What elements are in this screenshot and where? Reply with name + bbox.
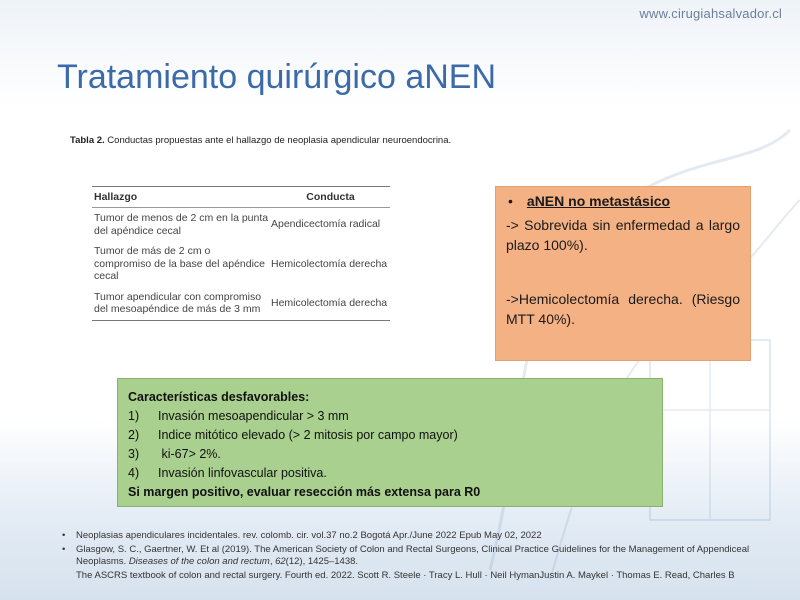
box-title: Características desfavorables: (128, 390, 310, 404)
journal-volume: 62 (275, 556, 286, 567)
table-cell: Tumor de más de 2 cm o compromiso de la base del apéndice cecal (94, 245, 266, 282)
reference-item (62, 544, 782, 568)
list-item (128, 407, 652, 426)
item-number: 3) (128, 447, 140, 461)
slide-title: Tratamiento quirúrgico aNEN (57, 58, 497, 96)
item-text: Invasión linfovascular positiva. (158, 466, 327, 480)
list-item (128, 464, 652, 483)
caption-text: Conductas propuestas ante el hallazgo de neoplasia apendicular neuroendocrina. (104, 135, 452, 146)
references (62, 530, 782, 582)
caption-label: Tabla 2. (70, 135, 105, 146)
reference-pages: (12), 1425–1438. (285, 556, 359, 567)
table-caption (70, 135, 490, 146)
non-metastatic-box (495, 186, 751, 361)
item-number: 4) (128, 466, 140, 480)
reference-text: Glasgow, S. C., Gaertner, W. Et al (2019). The American Society of Colon and Rectal Surgeons, Clinical Practice Guidelines for the Management of Appendiceal Neoplasms. (76, 544, 750, 567)
findings-table (92, 186, 390, 321)
item-number: 2) (128, 428, 140, 442)
item-text: Indice mitótico elevado (> 2 mitosis por campo mayor) (158, 428, 458, 442)
table-row (92, 241, 390, 287)
hemicolectomy-text: ->Hemicolectomía derecha. (Riesgo MTT 40%). (506, 291, 740, 327)
table-cell: Hemicolectomía derecha (271, 257, 388, 270)
reference-item: • Neoplasias apendiculares incidentales. rev. colomb. cir. vol.37 no.2 Bogotá Apr./June 2022 Epub May 02, 2022 (62, 530, 782, 542)
box-footer: Si margen positivo, evaluar resección más extensa para R0 (128, 485, 481, 499)
list-item (128, 426, 652, 445)
item-number: 1) (128, 409, 140, 423)
reference-separator: , (269, 556, 276, 567)
unfavorable-features-box (117, 378, 663, 507)
item-text: ki-67> 2%. (158, 447, 221, 461)
box-heading: • aNEN no metastásico (508, 193, 740, 209)
conduct-table (70, 135, 490, 321)
column-header: Conducta (269, 187, 390, 208)
table-cell: Apendicectomía radical (271, 218, 381, 231)
journal-name: Diseases of the colon and rectum (128, 556, 270, 567)
column-header: Hallazgo (92, 187, 269, 208)
list-item (128, 445, 652, 464)
table-row (92, 287, 390, 321)
table-cell: Tumor apendicular con compromiso del mesoapéndice de más de 3 mm (92, 287, 269, 321)
table-row (92, 208, 390, 242)
table-cell: Hemicolectomía derecha (269, 287, 390, 321)
reference-item: The ASCRS textbook of colon and rectal surgery. Fourth ed. 2022. Scott R. Steele · Tracy L. Hull · Neil HymanJustin A. Maykel · Thomas E. Read, Charles B (76, 570, 735, 581)
table-cell: Tumor de menos de 2 cm en la punta del apéndice cecal (94, 212, 269, 237)
site-url: www.cirugiahsalvador.cl (639, 6, 782, 21)
item-text: Invasión mesoapendicular > 3 mm (158, 409, 349, 423)
survival-text: -> Sobrevida sin enfermedad a largo plazo 100%). (506, 217, 740, 253)
